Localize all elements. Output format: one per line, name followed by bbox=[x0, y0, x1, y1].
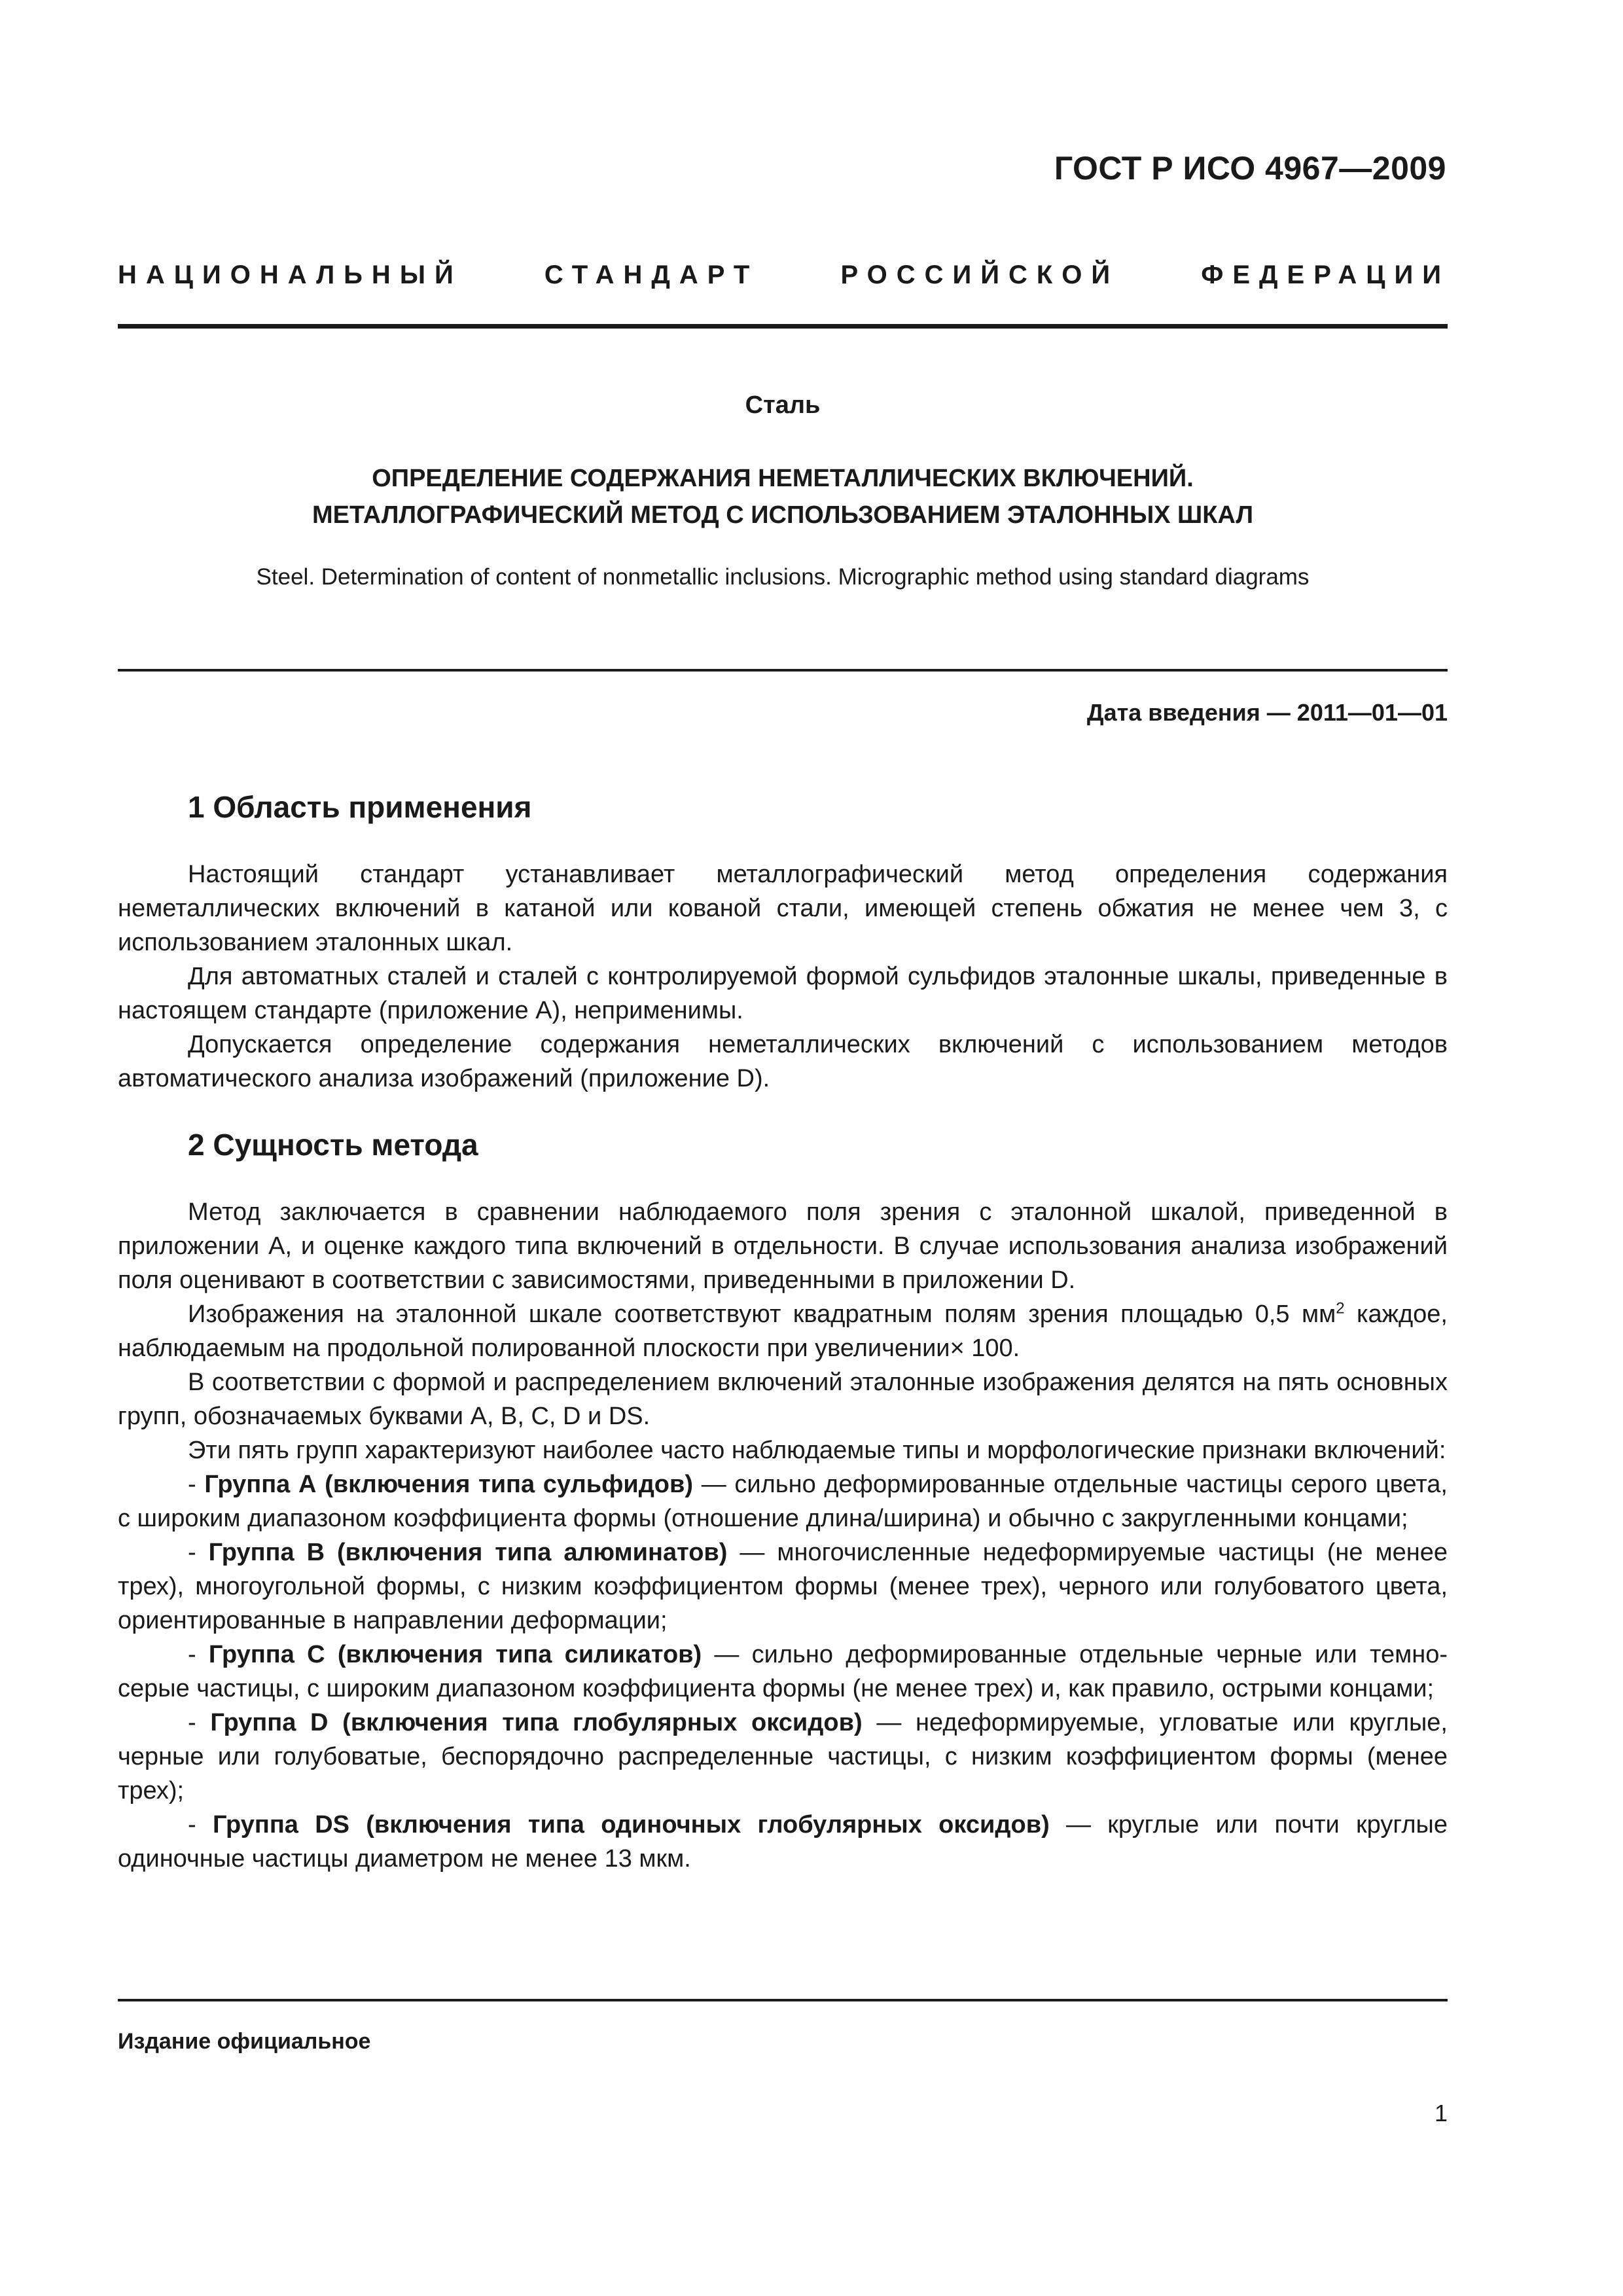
list-dash: - bbox=[188, 1811, 213, 1839]
group-description: — сильно деформированные отдельные частицы серого цвета, с широким диапазоном коэффициента формы (отношение длина/ширина) и обычно с закругленными концами; bbox=[118, 1471, 1448, 1532]
group-description: — круглые или почти круглые одиночные частицы диаметром не менее 13 мкм. bbox=[118, 1811, 1448, 1873]
paragraph-text: Изображения на эталонной шкале соответствуют квадратным полям зрения площадью 0,5 мм bbox=[188, 1300, 1336, 1328]
paragraph bbox=[118, 1297, 1448, 1365]
header-rule bbox=[118, 324, 1448, 329]
banner-word: ФЕДЕРАЦИИ bbox=[1201, 260, 1450, 289]
section-heading-scope: 1 Область применения bbox=[188, 790, 532, 824]
section-body-scope bbox=[118, 857, 1448, 1096]
footer-rule bbox=[118, 1999, 1448, 2001]
introduction-date: Дата введения — 2011—01—01 bbox=[1086, 699, 1448, 726]
list-dash: - bbox=[188, 1539, 209, 1566]
title-line: ОПРЕДЕЛЕНИЕ СОДЕРЖАНИЯ НЕМЕТАЛЛИЧЕСКИХ ВКЛЮЧЕНИЙ. bbox=[372, 465, 1194, 492]
superscript: 2 bbox=[1336, 1299, 1345, 1318]
title-line: МЕТАЛЛОГРАФИЧЕСКИЙ МЕТОД С ИСПОЛЬЗОВАНИЕМ ЭТАЛОННЫХ ШКАЛ bbox=[312, 501, 1253, 529]
section-heading-method: 2 Сущность метода bbox=[188, 1128, 478, 1162]
banner-word: СТАНДАРТ bbox=[544, 260, 759, 289]
document-title bbox=[118, 460, 1448, 533]
section-body-method bbox=[118, 1195, 1448, 1876]
title-rule bbox=[118, 669, 1448, 672]
group-item-d bbox=[118, 1706, 1448, 1808]
list-dash: - bbox=[188, 1471, 205, 1498]
subject-title: Сталь bbox=[745, 391, 821, 419]
group-item-ds bbox=[118, 1808, 1448, 1876]
paragraph: Настоящий стандарт устанавливает металлографический метод определения содержания неметаллических включений в катаной или кованой стали, имеющей степень обжатия не менее чем 3, с использованием эталонных шкал. bbox=[118, 861, 1448, 956]
group-name: Группа D (включения типа глобулярных оксидов) bbox=[210, 1709, 863, 1736]
group-name: Группа С (включения типа силикатов) bbox=[208, 1641, 702, 1668]
group-description: — сильно деформированные отдельные черные или темно-серые частицы, с широким диапазоном коэффициента формы (не менее трех) и, как правило, острыми концами; bbox=[118, 1641, 1448, 1702]
group-description: — недеформируемые, угловатые или круглые, черные или голубоватые, беспорядочно распределенные частицы, с низким коэффициентом формы (менее трех); bbox=[118, 1709, 1448, 1804]
paragraph-text: каждое, наблюдаемым на продольной полированной плоскости при увеличении× 100. bbox=[118, 1300, 1448, 1362]
paragraph: Эти пять групп характеризуют наиболее часто наблюдаемые типы и морфологические признаки включений: bbox=[188, 1437, 1446, 1464]
official-edition-label: Издание официальное bbox=[118, 2029, 371, 2054]
paragraph: Метод заключается в сравнении наблюдаемого поля зрения с эталонной шкалой, приведенной в приложении А, и оценке каждого типа включений в отдельности. В случае использования анализа изображений поля оценивают в соответствии с зависимостями, приведенными в приложении D. bbox=[118, 1198, 1448, 1294]
national-standard-banner bbox=[118, 260, 1450, 290]
page-number: 1 bbox=[1434, 2100, 1448, 2126]
banner-word: НАЦИОНАЛЬНЫЙ bbox=[118, 260, 463, 289]
group-name: Группа DS (включения типа одиночных глобулярных оксидов) bbox=[212, 1811, 1050, 1839]
list-dash: - bbox=[188, 1641, 209, 1668]
group-item-a bbox=[118, 1467, 1448, 1535]
paragraph: Для автоматных сталей и сталей с контролируемой формой сульфидов эталонные шкалы, приведенные в настоящем стандарте (приложение А), неприменимы. bbox=[118, 963, 1448, 1024]
group-name: Группа В (включения типа алюминатов) bbox=[208, 1539, 728, 1566]
list-dash: - bbox=[188, 1709, 211, 1736]
group-name: Группа А (включения типа сульфидов) bbox=[204, 1471, 694, 1498]
english-title: Steel. Determination of content of nonmetallic inclusions. Micrographic method using standard diagrams bbox=[256, 564, 1310, 590]
group-item-c bbox=[118, 1638, 1448, 1706]
group-description: — многочисленные недеформируемые частицы (не менее трех), многоугольной формы, с низким коэффициентом формы (менее трех), черного или голубоватого цвета, ориентированные в направлении деформации; bbox=[118, 1539, 1448, 1634]
document-code: ГОСТ Р ИСО 4967—2009 bbox=[1054, 150, 1446, 187]
paragraph: Допускается определение содержания неметаллических включений с использованием методов автоматического анализа изображений (приложение D). bbox=[118, 1031, 1448, 1092]
group-item-b bbox=[118, 1535, 1448, 1638]
paragraph: В соответствии с формой и распределением включений эталонные изображения делятся на пять основных групп, обозначаемых буквами A, B, C, D и DS. bbox=[118, 1369, 1448, 1430]
banner-word: РОССИЙСКОЙ bbox=[840, 260, 1120, 289]
